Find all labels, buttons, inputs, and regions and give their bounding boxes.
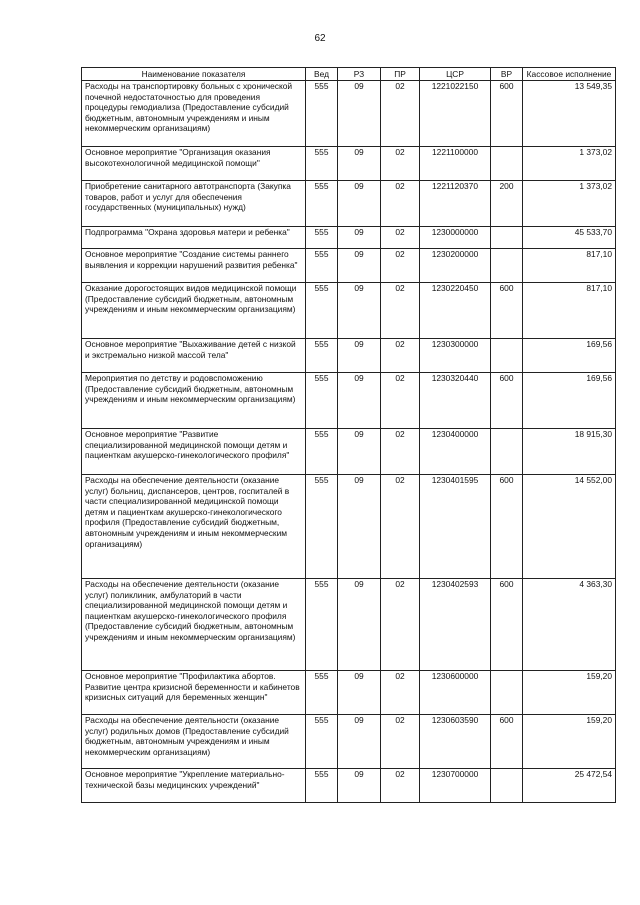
row-ved: 555	[306, 81, 338, 147]
row-vr	[491, 429, 523, 475]
row-vr	[491, 339, 523, 373]
row-csr: 1221022150	[420, 81, 491, 147]
row-amount: 18 915,30	[523, 429, 616, 475]
row-name: Основное мероприятие "Создание системы раннего выявления и коррекции нарушений развития ребенка"	[82, 249, 306, 283]
header-indicator-name: Наименование показателя	[82, 68, 306, 81]
table-row	[82, 81, 616, 147]
header-rz: РЗ	[338, 68, 381, 81]
row-ved: 555	[306, 579, 338, 671]
row-vr: 600	[491, 283, 523, 339]
row-vr	[491, 769, 523, 803]
row-csr: 1230700000	[420, 769, 491, 803]
row-pr: 02	[381, 429, 420, 475]
row-rz: 09	[338, 429, 381, 475]
row-name: Основное мероприятие "Профилактика абортов. Развитие центра кризисной беременности и кабинетов кризисных ситуаций для беременных женщин"	[82, 671, 306, 715]
row-rz: 09	[338, 373, 381, 429]
row-csr: 1230603590	[420, 715, 491, 769]
table-row	[82, 181, 616, 227]
table-row	[82, 227, 616, 249]
row-ved: 555	[306, 373, 338, 429]
row-amount: 45 533,70	[523, 227, 616, 249]
row-vr: 600	[491, 475, 523, 579]
header-cash-execution: Кассовое исполнение	[523, 68, 616, 81]
row-ved: 555	[306, 475, 338, 579]
row-vr	[491, 671, 523, 715]
row-name: Основное мероприятие "Организация оказания высокотехнологичной медицинской помощи"	[82, 147, 306, 181]
row-pr: 02	[381, 227, 420, 249]
row-csr: 1221100000	[420, 147, 491, 181]
row-pr: 02	[381, 283, 420, 339]
row-name: Основное мероприятие "Выхаживание детей с низкой и экстремально низкой массой тела"	[82, 339, 306, 373]
row-ved: 555	[306, 671, 338, 715]
table-row	[82, 339, 616, 373]
row-vr: 600	[491, 715, 523, 769]
row-name: Расходы на обеспечение деятельности (оказание услуг) больниц, диспансеров, центров, госпиталей в части специализированной медицинской помощи детям и пациенткам акушерско-гинекологического профиля (Предоставление субсидий бюджетным, автономным учреждениям и иным некоммерческим организациям)	[82, 475, 306, 579]
row-pr: 02	[381, 769, 420, 803]
row-amount: 169,56	[523, 339, 616, 373]
row-rz: 09	[338, 283, 381, 339]
header-pr: ПР	[381, 68, 420, 81]
row-amount: 159,20	[523, 671, 616, 715]
row-rz: 09	[338, 227, 381, 249]
row-vr: 600	[491, 579, 523, 671]
row-amount: 169,56	[523, 373, 616, 429]
row-ved: 555	[306, 283, 338, 339]
row-csr: 1230220450	[420, 283, 491, 339]
row-amount: 817,10	[523, 249, 616, 283]
row-pr: 02	[381, 81, 420, 147]
row-ved: 555	[306, 227, 338, 249]
row-csr: 1230000000	[420, 227, 491, 249]
row-vr	[491, 249, 523, 283]
row-rz: 09	[338, 181, 381, 227]
table-row	[82, 283, 616, 339]
table-row	[82, 769, 616, 803]
table-row	[82, 147, 616, 181]
row-rz: 09	[338, 249, 381, 283]
table-row	[82, 475, 616, 579]
row-rz: 09	[338, 769, 381, 803]
row-rz: 09	[338, 81, 381, 147]
row-rz: 09	[338, 671, 381, 715]
row-csr: 1230402593	[420, 579, 491, 671]
row-rz: 09	[338, 715, 381, 769]
row-pr: 02	[381, 249, 420, 283]
row-vr: 600	[491, 373, 523, 429]
row-name: Основное мероприятие "Укрепление материально-технической базы медицинских учреждений"	[82, 769, 306, 803]
row-pr: 02	[381, 181, 420, 227]
table-row	[82, 715, 616, 769]
row-rz: 09	[338, 339, 381, 373]
header-ved: Вед	[306, 68, 338, 81]
row-ved: 555	[306, 249, 338, 283]
row-csr: 1230320440	[420, 373, 491, 429]
row-csr: 1230200000	[420, 249, 491, 283]
row-amount: 1 373,02	[523, 181, 616, 227]
row-name: Приобретение санитарного автотранспорта (Закупка товаров, работ и услуг для обеспечения государственных (муниципальных) нужд)	[82, 181, 306, 227]
row-name: Подпрограмма "Охрана здоровья матери и ребенка"	[82, 227, 306, 249]
row-csr: 1230300000	[420, 339, 491, 373]
row-rz: 09	[338, 475, 381, 579]
row-pr: 02	[381, 579, 420, 671]
row-amount: 159,20	[523, 715, 616, 769]
row-name: Расходы на обеспечение деятельности (оказание услуг) родильных домов (Предоставление субсидий бюджетным, автономным учреждениям и иным некоммерческим организациям)	[82, 715, 306, 769]
budget-execution-table	[81, 67, 616, 803]
row-amount: 4 363,30	[523, 579, 616, 671]
header-csr: ЦСР	[420, 68, 491, 81]
row-name: Расходы на транспортировку больных с хронической почечной недостаточностью для проведения процедуры гемодиализа (Предоставление субсидий бюджетным, автономным учреждениям и иным некоммерческим организациям)	[82, 81, 306, 147]
row-name: Мероприятия по детству и родовспоможению (Предоставление субсидий бюджетным, автономным учреждениям и иным некоммерческим организациям)	[82, 373, 306, 429]
row-rz: 09	[338, 147, 381, 181]
row-rz: 09	[338, 579, 381, 671]
row-csr: 1221120370	[420, 181, 491, 227]
table-header-row	[82, 68, 616, 81]
row-amount: 817,10	[523, 283, 616, 339]
row-amount: 25 472,54	[523, 769, 616, 803]
row-csr: 1230600000	[420, 671, 491, 715]
row-ved: 555	[306, 429, 338, 475]
row-name: Оказание дорогостоящих видов медицинской помощи (Предоставление субсидий бюджетным, автономным учреждениям и иным некоммерческим организациям)	[82, 283, 306, 339]
row-ved: 555	[306, 339, 338, 373]
row-csr: 1230401595	[420, 475, 491, 579]
row-amount: 1 373,02	[523, 147, 616, 181]
row-ved: 555	[306, 715, 338, 769]
row-amount: 14 552,00	[523, 475, 616, 579]
row-pr: 02	[381, 475, 420, 579]
table-row	[82, 249, 616, 283]
row-amount: 13 549,35	[523, 81, 616, 147]
table-row	[82, 579, 616, 671]
row-pr: 02	[381, 373, 420, 429]
table-row	[82, 373, 616, 429]
table-row	[82, 429, 616, 475]
row-ved: 555	[306, 769, 338, 803]
row-ved: 555	[306, 147, 338, 181]
row-pr: 02	[381, 671, 420, 715]
row-pr: 02	[381, 147, 420, 181]
row-name: Расходы на обеспечение деятельности (оказание услуг) поликлиник, амбулаторий в части специализированной медицинской помощи детям и пациенткам акушерско-гинекологического профиля (Предоставление субсидий бюджетным, автономным учреждениям и иным некоммерческим организациям)	[82, 579, 306, 671]
row-pr: 02	[381, 339, 420, 373]
page-number: 62	[314, 33, 326, 44]
row-csr: 1230400000	[420, 429, 491, 475]
row-vr	[491, 147, 523, 181]
row-pr: 02	[381, 715, 420, 769]
row-vr	[491, 227, 523, 249]
row-vr: 200	[491, 181, 523, 227]
row-name: Основное мероприятие "Развитие специализированной медицинской помощи детям и пациенткам акушерско-гинекологического профиля"	[82, 429, 306, 475]
header-vr: ВР	[491, 68, 523, 81]
table-row	[82, 671, 616, 715]
row-ved: 555	[306, 181, 338, 227]
row-vr: 600	[491, 81, 523, 147]
